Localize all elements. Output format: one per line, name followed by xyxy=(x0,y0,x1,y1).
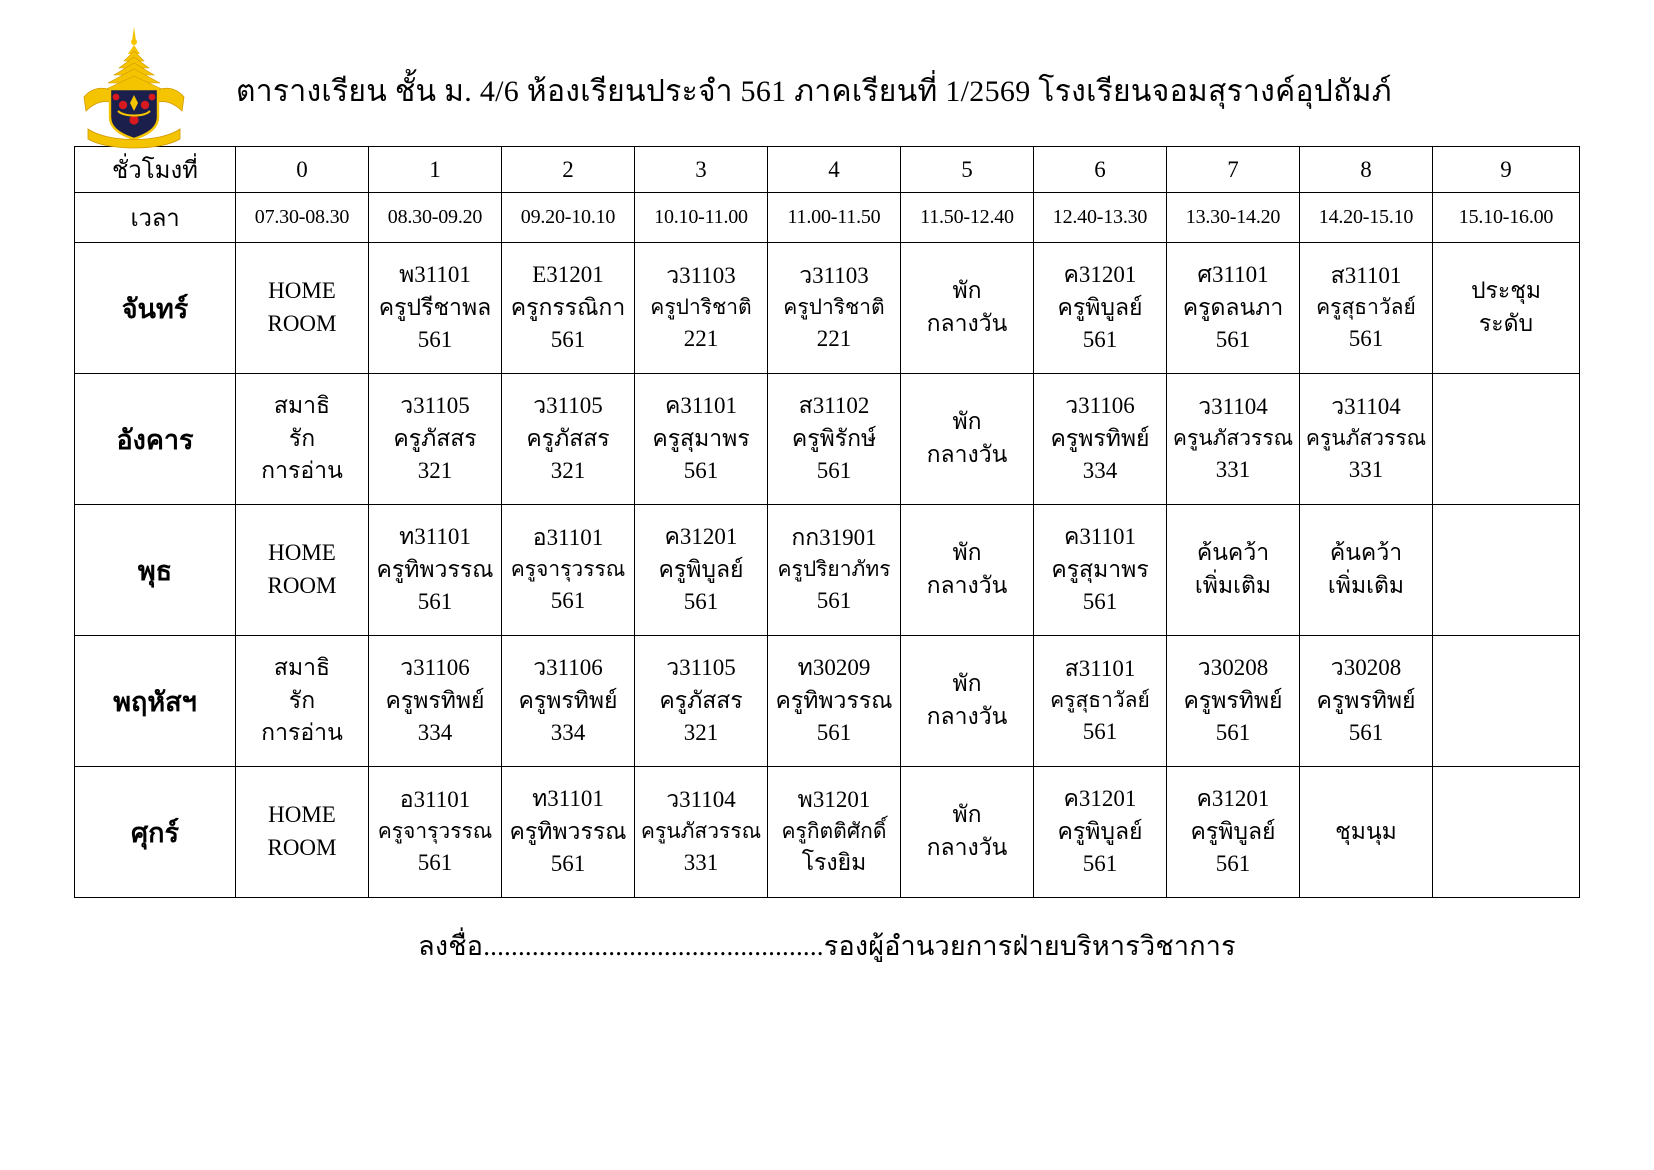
cell-line: 561 xyxy=(1082,589,1118,615)
cell-line: ครูปริยาภัทร xyxy=(777,557,891,582)
cell-line: HOME xyxy=(268,540,336,566)
cell-content xyxy=(1036,245,1164,371)
cell-line: ค31201 xyxy=(1196,786,1270,812)
day-name: พุธ xyxy=(75,505,236,636)
school-logo-icon xyxy=(74,25,194,153)
cell-line: กลางวัน xyxy=(926,442,1008,467)
signature-line: ลงชื่อ.................................................รองผู้อำนวยการฝ่ายบริหารวิชาการ xyxy=(418,931,1236,961)
cell-line: การอ่าน xyxy=(261,458,343,484)
cell-line: ประชุม xyxy=(1470,278,1542,304)
timetable-row xyxy=(75,767,1580,898)
cell-content xyxy=(1302,769,1430,895)
cell-line: ค้นคว้า xyxy=(1329,540,1403,566)
cell-line: ค้นคว้า xyxy=(1196,540,1270,566)
period-number: 0 xyxy=(236,147,369,193)
timetable-cell xyxy=(1300,636,1433,767)
cell-content xyxy=(770,245,898,371)
cell-line: พ31101 xyxy=(399,262,471,288)
cell-line: ครูพรทิพย์ xyxy=(518,687,618,713)
timetable-cell xyxy=(1300,505,1433,636)
cell-line: ครูพิบูลย์ xyxy=(1190,818,1276,844)
cell-content xyxy=(1302,638,1430,764)
cell-content xyxy=(1302,245,1430,371)
cell-line: ว31106 xyxy=(1065,393,1135,419)
time-header-row xyxy=(75,193,1580,243)
cell-line: ค31201 xyxy=(664,524,738,550)
cell-line: รัก xyxy=(288,425,316,451)
cell-line: ระดับ xyxy=(1478,311,1534,336)
cell-line: 561 xyxy=(683,458,719,484)
cell-content xyxy=(1169,507,1297,633)
timetable-cell xyxy=(369,374,502,505)
timetable-cell xyxy=(1034,636,1167,767)
period-number: 7 xyxy=(1167,147,1300,193)
cell-line: ค31101 xyxy=(664,393,738,419)
cell-line: ว31105 xyxy=(666,655,736,681)
timetable xyxy=(74,146,1580,898)
time-slot: 11.00-11.50 xyxy=(768,193,901,243)
cell-line: กลางวัน xyxy=(926,835,1008,860)
timetable-cell xyxy=(1433,505,1580,636)
cell-content xyxy=(770,376,898,502)
cell-content xyxy=(238,245,366,371)
cell-content xyxy=(504,638,632,764)
cell-content xyxy=(903,507,1031,633)
timetable-cell xyxy=(901,243,1034,374)
cell-line: E31201 xyxy=(532,262,604,288)
timetable-cell xyxy=(1034,243,1167,374)
timetable-row xyxy=(75,636,1580,767)
time-slot: 08.30-09.20 xyxy=(369,193,502,243)
cell-line: ครูนภัสวรรณ xyxy=(1305,426,1427,451)
timetable-cell xyxy=(1167,636,1300,767)
cell-line: ครูนภัสวรรณ xyxy=(640,819,762,844)
cell-line: ครูพรทิพย์ xyxy=(1050,425,1150,451)
cell-line: ครูพิบูลย์ xyxy=(658,556,744,582)
time-slot: 07.30-08.30 xyxy=(236,193,369,243)
cell-line: ครูพิบูลย์ xyxy=(1057,294,1143,320)
time-slot: 13.30-14.20 xyxy=(1167,193,1300,243)
cell-content xyxy=(1435,507,1577,633)
period-number: 3 xyxy=(635,147,768,193)
timetable-cell xyxy=(236,374,369,505)
cell-line: 561 xyxy=(550,587,586,613)
period-number: 4 xyxy=(768,147,901,193)
cell-line: ค31201 xyxy=(1063,262,1137,288)
cell-content xyxy=(1169,376,1297,502)
cell-content xyxy=(1302,376,1430,502)
cell-content xyxy=(903,769,1031,895)
cell-line: ครูกรรณิกา xyxy=(510,294,626,320)
cell-line: พัก xyxy=(952,802,982,828)
cell-line: 561 xyxy=(1215,720,1251,746)
cell-line: 334 xyxy=(550,720,586,746)
document-header xyxy=(0,0,1654,150)
cell-content xyxy=(637,638,765,764)
time-slot: 11.50-12.40 xyxy=(901,193,1034,243)
cell-content xyxy=(371,245,499,371)
cell-line: ครูสุธาวัลย์ xyxy=(1050,688,1150,713)
time-slot: 10.10-11.00 xyxy=(635,193,768,243)
timetable-cell xyxy=(901,505,1034,636)
cell-line: ว30208 xyxy=(1197,655,1269,681)
cell-line: ท31101 xyxy=(532,786,604,812)
cell-line: ครูพรทิพย์ xyxy=(1183,687,1283,713)
cell-line: 221 xyxy=(816,325,852,351)
timetable-cell xyxy=(1433,374,1580,505)
timetable-cell xyxy=(236,505,369,636)
cell-line: ครูจารุวรรณ xyxy=(510,557,626,582)
cell-content xyxy=(903,638,1031,764)
cell-content xyxy=(238,507,366,633)
cell-line: ว31105 xyxy=(400,393,470,419)
cell-line: ว31104 xyxy=(1331,394,1401,420)
timetable-cell xyxy=(635,243,768,374)
time-slot: 14.20-15.10 xyxy=(1300,193,1433,243)
cell-line: 334 xyxy=(417,720,453,746)
cell-line: เพิ่มเติม xyxy=(1194,573,1272,598)
cell-content xyxy=(371,769,499,895)
cell-content xyxy=(1036,769,1164,895)
cell-line: ครูจารุวรรณ xyxy=(377,819,493,844)
timetable-cell xyxy=(502,767,635,898)
cell-line: 561 xyxy=(1082,718,1118,744)
cell-line: 561 xyxy=(1215,851,1251,877)
timetable-cell xyxy=(369,636,502,767)
cell-line: 561 xyxy=(816,458,852,484)
time-slot: 09.20-10.10 xyxy=(502,193,635,243)
cell-line: ส31102 xyxy=(798,393,870,419)
cell-line: 321 xyxy=(683,720,719,746)
timetable-cell xyxy=(369,505,502,636)
cell-line: ครูทิพวรรณ xyxy=(376,556,494,582)
cell-content xyxy=(770,769,898,895)
cell-line: ส31101 xyxy=(1330,263,1402,289)
cell-line: 561 xyxy=(417,849,453,875)
cell-content xyxy=(903,376,1031,502)
timetable-cell xyxy=(1034,374,1167,505)
cell-line: ครูพิบูลย์ xyxy=(1057,818,1143,844)
period-number: 8 xyxy=(1300,147,1433,193)
timetable-row xyxy=(75,374,1580,505)
timetable-cell xyxy=(901,374,1034,505)
timetable-cell xyxy=(1167,243,1300,374)
timetable-cell xyxy=(502,243,635,374)
timetable-cell xyxy=(1433,636,1580,767)
cell-line: ว31104 xyxy=(1198,394,1268,420)
cell-line: 334 xyxy=(1082,458,1118,484)
cell-line: ว31103 xyxy=(799,263,869,289)
cell-line: อ31101 xyxy=(532,525,604,551)
cell-line: ครูภัสสร xyxy=(659,687,743,713)
cell-content xyxy=(1036,376,1164,502)
timetable-row xyxy=(75,243,1580,374)
timetable-cell xyxy=(635,374,768,505)
cell-line: สมาธิ xyxy=(273,655,331,681)
cell-content xyxy=(371,376,499,502)
cell-line: 561 xyxy=(550,327,586,353)
cell-content xyxy=(903,245,1031,371)
cell-content xyxy=(637,376,765,502)
timetable-cell xyxy=(1167,505,1300,636)
timetable-cell xyxy=(635,767,768,898)
cell-line: พัก xyxy=(952,409,982,435)
timetable-cell xyxy=(1034,767,1167,898)
timetable-cell xyxy=(502,374,635,505)
cell-line: 561 xyxy=(683,589,719,615)
timetable-cell xyxy=(1034,505,1167,636)
cell-line: ครูพรทิพย์ xyxy=(1316,687,1416,713)
timetable-cell xyxy=(1433,767,1580,898)
cell-content xyxy=(1036,507,1164,633)
cell-line: ว31104 xyxy=(666,787,736,813)
timetable-cell xyxy=(901,767,1034,898)
cell-line: ว31106 xyxy=(533,655,603,681)
cell-line: 561 xyxy=(417,589,453,615)
cell-line: 321 xyxy=(550,458,586,484)
cell-line: พัก xyxy=(952,540,982,566)
cell-content xyxy=(1435,245,1577,371)
cell-content xyxy=(504,769,632,895)
timetable-cell xyxy=(1300,374,1433,505)
period-header-label: ชั่วโมงที่ xyxy=(75,147,236,193)
timetable-cell xyxy=(635,636,768,767)
cell-line: กก31901 xyxy=(791,525,877,551)
cell-content xyxy=(770,638,898,764)
period-number: 5 xyxy=(901,147,1034,193)
cell-line: ค31201 xyxy=(1063,786,1137,812)
day-name: อังคาร xyxy=(75,374,236,505)
cell-line: 561 xyxy=(1348,720,1384,746)
cell-line: พ31201 xyxy=(797,787,871,813)
cell-line: ครูทิพวรรณ xyxy=(775,687,893,713)
day-name: ศุกร์ xyxy=(75,767,236,898)
cell-content xyxy=(637,507,765,633)
cell-line: ครูทิพวรรณ xyxy=(509,818,627,844)
cell-line: ว31103 xyxy=(666,263,736,289)
timetable-cell xyxy=(236,243,369,374)
cell-content xyxy=(1435,769,1577,895)
cell-line: 561 xyxy=(816,587,852,613)
period-header-row xyxy=(75,147,1580,193)
timetable-cell xyxy=(502,636,635,767)
cell-line: 321 xyxy=(417,458,453,484)
cell-line: 561 xyxy=(550,851,586,877)
time-slot: 15.10-16.00 xyxy=(1433,193,1580,243)
cell-content xyxy=(637,245,765,371)
cell-line: 561 xyxy=(1215,327,1251,353)
cell-line: พัก xyxy=(952,278,982,304)
timetable-cell xyxy=(369,767,502,898)
cell-content xyxy=(371,638,499,764)
cell-line: ครูปาริชาติ xyxy=(650,295,752,320)
page-title: ตารางเรียน ชั้น ม. 4/6 ห้องเรียนประจำ 561 ภาคเรียนที่ 1/2569 โรงเรียนจอมสุรางค์อุปถัมภ์ xyxy=(236,75,1392,108)
cell-line: ชุมนุม xyxy=(1335,818,1397,844)
timetable-cell xyxy=(1167,767,1300,898)
cell-line: ครูพิรักษ์ xyxy=(791,425,877,451)
cell-line: 561 xyxy=(417,327,453,353)
cell-content xyxy=(238,769,366,895)
cell-line: เพิ่มเติม xyxy=(1327,573,1405,598)
cell-line: 561 xyxy=(1082,851,1118,877)
timetable-container xyxy=(0,146,1654,898)
cell-line: 331 xyxy=(1348,456,1384,482)
cell-line: ครูสุธาวัลย์ xyxy=(1316,295,1416,320)
cell-line: 221 xyxy=(683,325,719,351)
cell-line: 561 xyxy=(1082,327,1118,353)
cell-line: ครูปาริชาติ xyxy=(783,295,885,320)
cell-line: พัก xyxy=(952,671,982,697)
timetable-cell xyxy=(1167,374,1300,505)
timetable-cell xyxy=(236,636,369,767)
cell-content xyxy=(238,376,366,502)
timetable-cell xyxy=(768,767,901,898)
cell-content xyxy=(770,507,898,633)
cell-line: ครูสุมาพร xyxy=(1051,556,1149,582)
cell-content xyxy=(1169,245,1297,371)
cell-line: ครูสุมาพร xyxy=(652,425,750,451)
timetable-cell xyxy=(768,374,901,505)
day-name: จันทร์ xyxy=(75,243,236,374)
cell-line: ROOM xyxy=(267,311,337,336)
timetable-cell xyxy=(1300,243,1433,374)
cell-content xyxy=(238,638,366,764)
cell-line: ครูปรีชาพล xyxy=(378,294,492,320)
cell-line: 331 xyxy=(1215,456,1251,482)
timetable-cell xyxy=(236,767,369,898)
timetable-cell xyxy=(635,505,768,636)
cell-line: ส31101 xyxy=(1064,656,1136,682)
timetable-cell xyxy=(901,636,1034,767)
cell-line: ครูกิตติศักดิ์ xyxy=(781,819,887,844)
cell-content xyxy=(1302,507,1430,633)
cell-content xyxy=(1169,638,1297,764)
cell-line: HOME xyxy=(268,278,336,304)
cell-line: ครูดลนภา xyxy=(1182,294,1284,320)
cell-line: โรงยิม xyxy=(801,849,867,875)
cell-line: ครูนภัสวรรณ xyxy=(1172,426,1294,451)
cell-line: ว31106 xyxy=(400,655,470,681)
period-number: 9 xyxy=(1433,147,1580,193)
cell-content xyxy=(1435,376,1577,502)
cell-line: การอ่าน xyxy=(261,720,343,746)
period-number: 6 xyxy=(1034,147,1167,193)
timetable-cell xyxy=(369,243,502,374)
cell-line: ว30208 xyxy=(1330,655,1402,681)
cell-line: ครูภัสสร xyxy=(526,425,610,451)
cell-content xyxy=(371,507,499,633)
cell-content xyxy=(504,245,632,371)
cell-content xyxy=(1169,769,1297,895)
day-name: พฤหัสฯ xyxy=(75,636,236,767)
timetable-cell xyxy=(768,243,901,374)
cell-line: ท31101 xyxy=(399,524,471,550)
timetable-cell xyxy=(768,505,901,636)
cell-line: ครูภัสสร xyxy=(393,425,477,451)
period-number: 2 xyxy=(502,147,635,193)
time-header-label: เวลา xyxy=(75,193,236,243)
cell-line: 561 xyxy=(816,720,852,746)
cell-content xyxy=(1435,638,1577,764)
timetable-row xyxy=(75,505,1580,636)
cell-line: กลางวัน xyxy=(926,311,1008,336)
cell-line: ท30209 xyxy=(797,655,871,681)
timetable-cell xyxy=(1433,243,1580,374)
cell-line: HOME xyxy=(268,802,336,828)
cell-line: กลางวัน xyxy=(926,704,1008,729)
cell-line: 331 xyxy=(683,849,719,875)
cell-line: ศ31101 xyxy=(1197,262,1269,288)
cell-line: กลางวัน xyxy=(926,573,1008,598)
cell-line: 561 xyxy=(1348,325,1384,351)
period-number: 1 xyxy=(369,147,502,193)
cell-line: ว31105 xyxy=(533,393,603,419)
cell-line: ROOM xyxy=(267,573,337,598)
cell-line: ครูพรทิพย์ xyxy=(385,687,485,713)
timetable-cell xyxy=(502,505,635,636)
cell-line: สมาธิ xyxy=(273,393,331,419)
cell-line: ค31101 xyxy=(1063,524,1137,550)
cell-content xyxy=(504,376,632,502)
cell-line: อ31101 xyxy=(399,787,471,813)
cell-line: รัก xyxy=(288,687,316,713)
cell-content xyxy=(637,769,765,895)
cell-content xyxy=(1036,638,1164,764)
cell-line: ROOM xyxy=(267,835,337,860)
time-slot: 12.40-13.30 xyxy=(1034,193,1167,243)
cell-content xyxy=(504,507,632,633)
timetable-cell xyxy=(1300,767,1433,898)
timetable-cell xyxy=(768,636,901,767)
